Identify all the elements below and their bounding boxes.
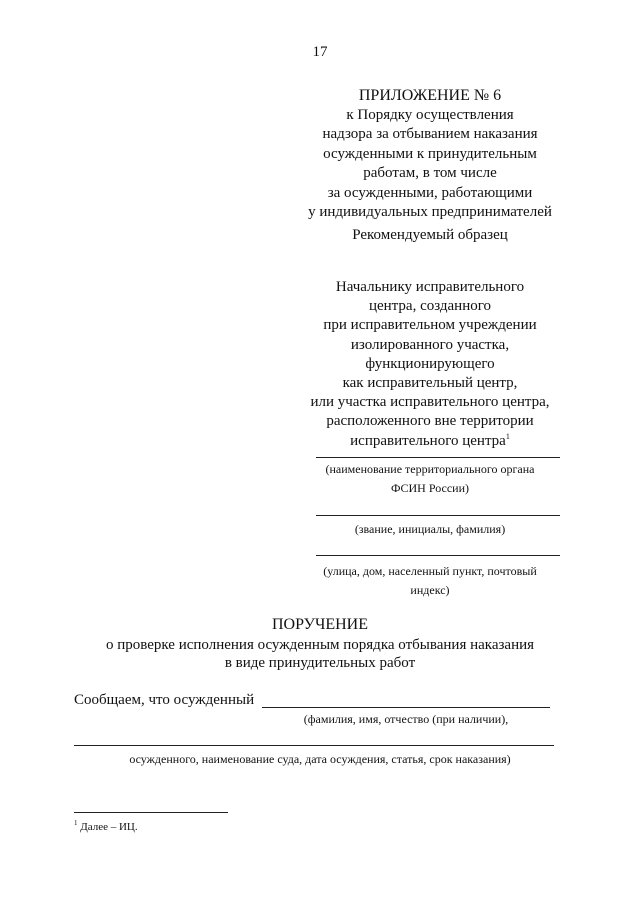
rank-caption: (звание, инициалы, фамилия) [354, 522, 506, 536]
addressee-line: функционирующего [365, 355, 495, 372]
convict-name-blank-line[interactable] [262, 707, 550, 708]
addressee-line: Начальнику исправительного [335, 279, 525, 295]
page-number: 17 [312, 44, 328, 60]
footnote-separator [74, 812, 228, 813]
footnote-text: Далее – ИЦ. [80, 821, 138, 833]
addressee-line: исправительного центра [350, 432, 506, 449]
footnote-mark: 1 [74, 819, 78, 827]
footnote [74, 821, 138, 833]
addressee-line: как исправительный центр, [342, 375, 518, 392]
document-subtitle-line: о проверке исполнения осужденным порядка отбывания наказания [105, 637, 535, 653]
footnote-reference: 1 [505, 431, 510, 441]
appendix-line: надзора за отбыванием наказания [322, 126, 538, 142]
addressee-line: центра, созданного [368, 298, 492, 315]
addressee-line-last [300, 432, 560, 451]
authority-caption [300, 460, 560, 498]
appendix-line: к Порядку осуществления [346, 106, 514, 123]
conviction-details-blank-line[interactable] [74, 745, 554, 746]
address-caption-line: (улица, дом, населенный пункт, почтовый [323, 564, 537, 578]
report-lead: Сообщаем, что осужденный [74, 692, 255, 708]
appendix-header [300, 86, 560, 223]
addressee-line: при исправительном учреждении [323, 317, 537, 334]
document-subtitle [0, 636, 640, 672]
convict-name-caption: (фамилия, имя, отчество (при наличии), [303, 712, 509, 726]
authority-blank-line[interactable] [316, 457, 560, 458]
authority-caption-line: (наименование территориального органа [325, 462, 535, 476]
address-blank-line[interactable] [316, 555, 560, 556]
appendix-line: за осужденными, работающими [327, 184, 533, 201]
authority-caption-line: ФСИН России) [391, 481, 469, 495]
address-caption [300, 562, 560, 600]
appendix-title: ПРИЛОЖЕНИЕ № 6 [358, 87, 502, 104]
appendix-line: работам, в том числе [363, 165, 497, 181]
addressee-line: изолированного участка, [350, 336, 510, 353]
sample-label: Рекомендуемый образец [352, 227, 508, 243]
addressee-line: расположенного вне территории [326, 413, 534, 430]
rank-blank-line[interactable] [316, 515, 560, 516]
document-subtitle-line: в виде принудительных работ [224, 655, 416, 671]
appendix-line: у индивидуальных предпринимателей [308, 204, 552, 220]
addressee-line: или участка исправительного центра, [310, 394, 550, 411]
appendix-line: осужденными к принудительным [323, 145, 537, 162]
address-caption-line: индекс) [410, 583, 450, 597]
conviction-details-caption: осужденного, наименование суда, дата осуждения, статья, срок наказания) [129, 752, 511, 766]
document-title: ПОРУЧЕНИЕ [272, 616, 368, 633]
addressee-block [300, 278, 560, 451]
